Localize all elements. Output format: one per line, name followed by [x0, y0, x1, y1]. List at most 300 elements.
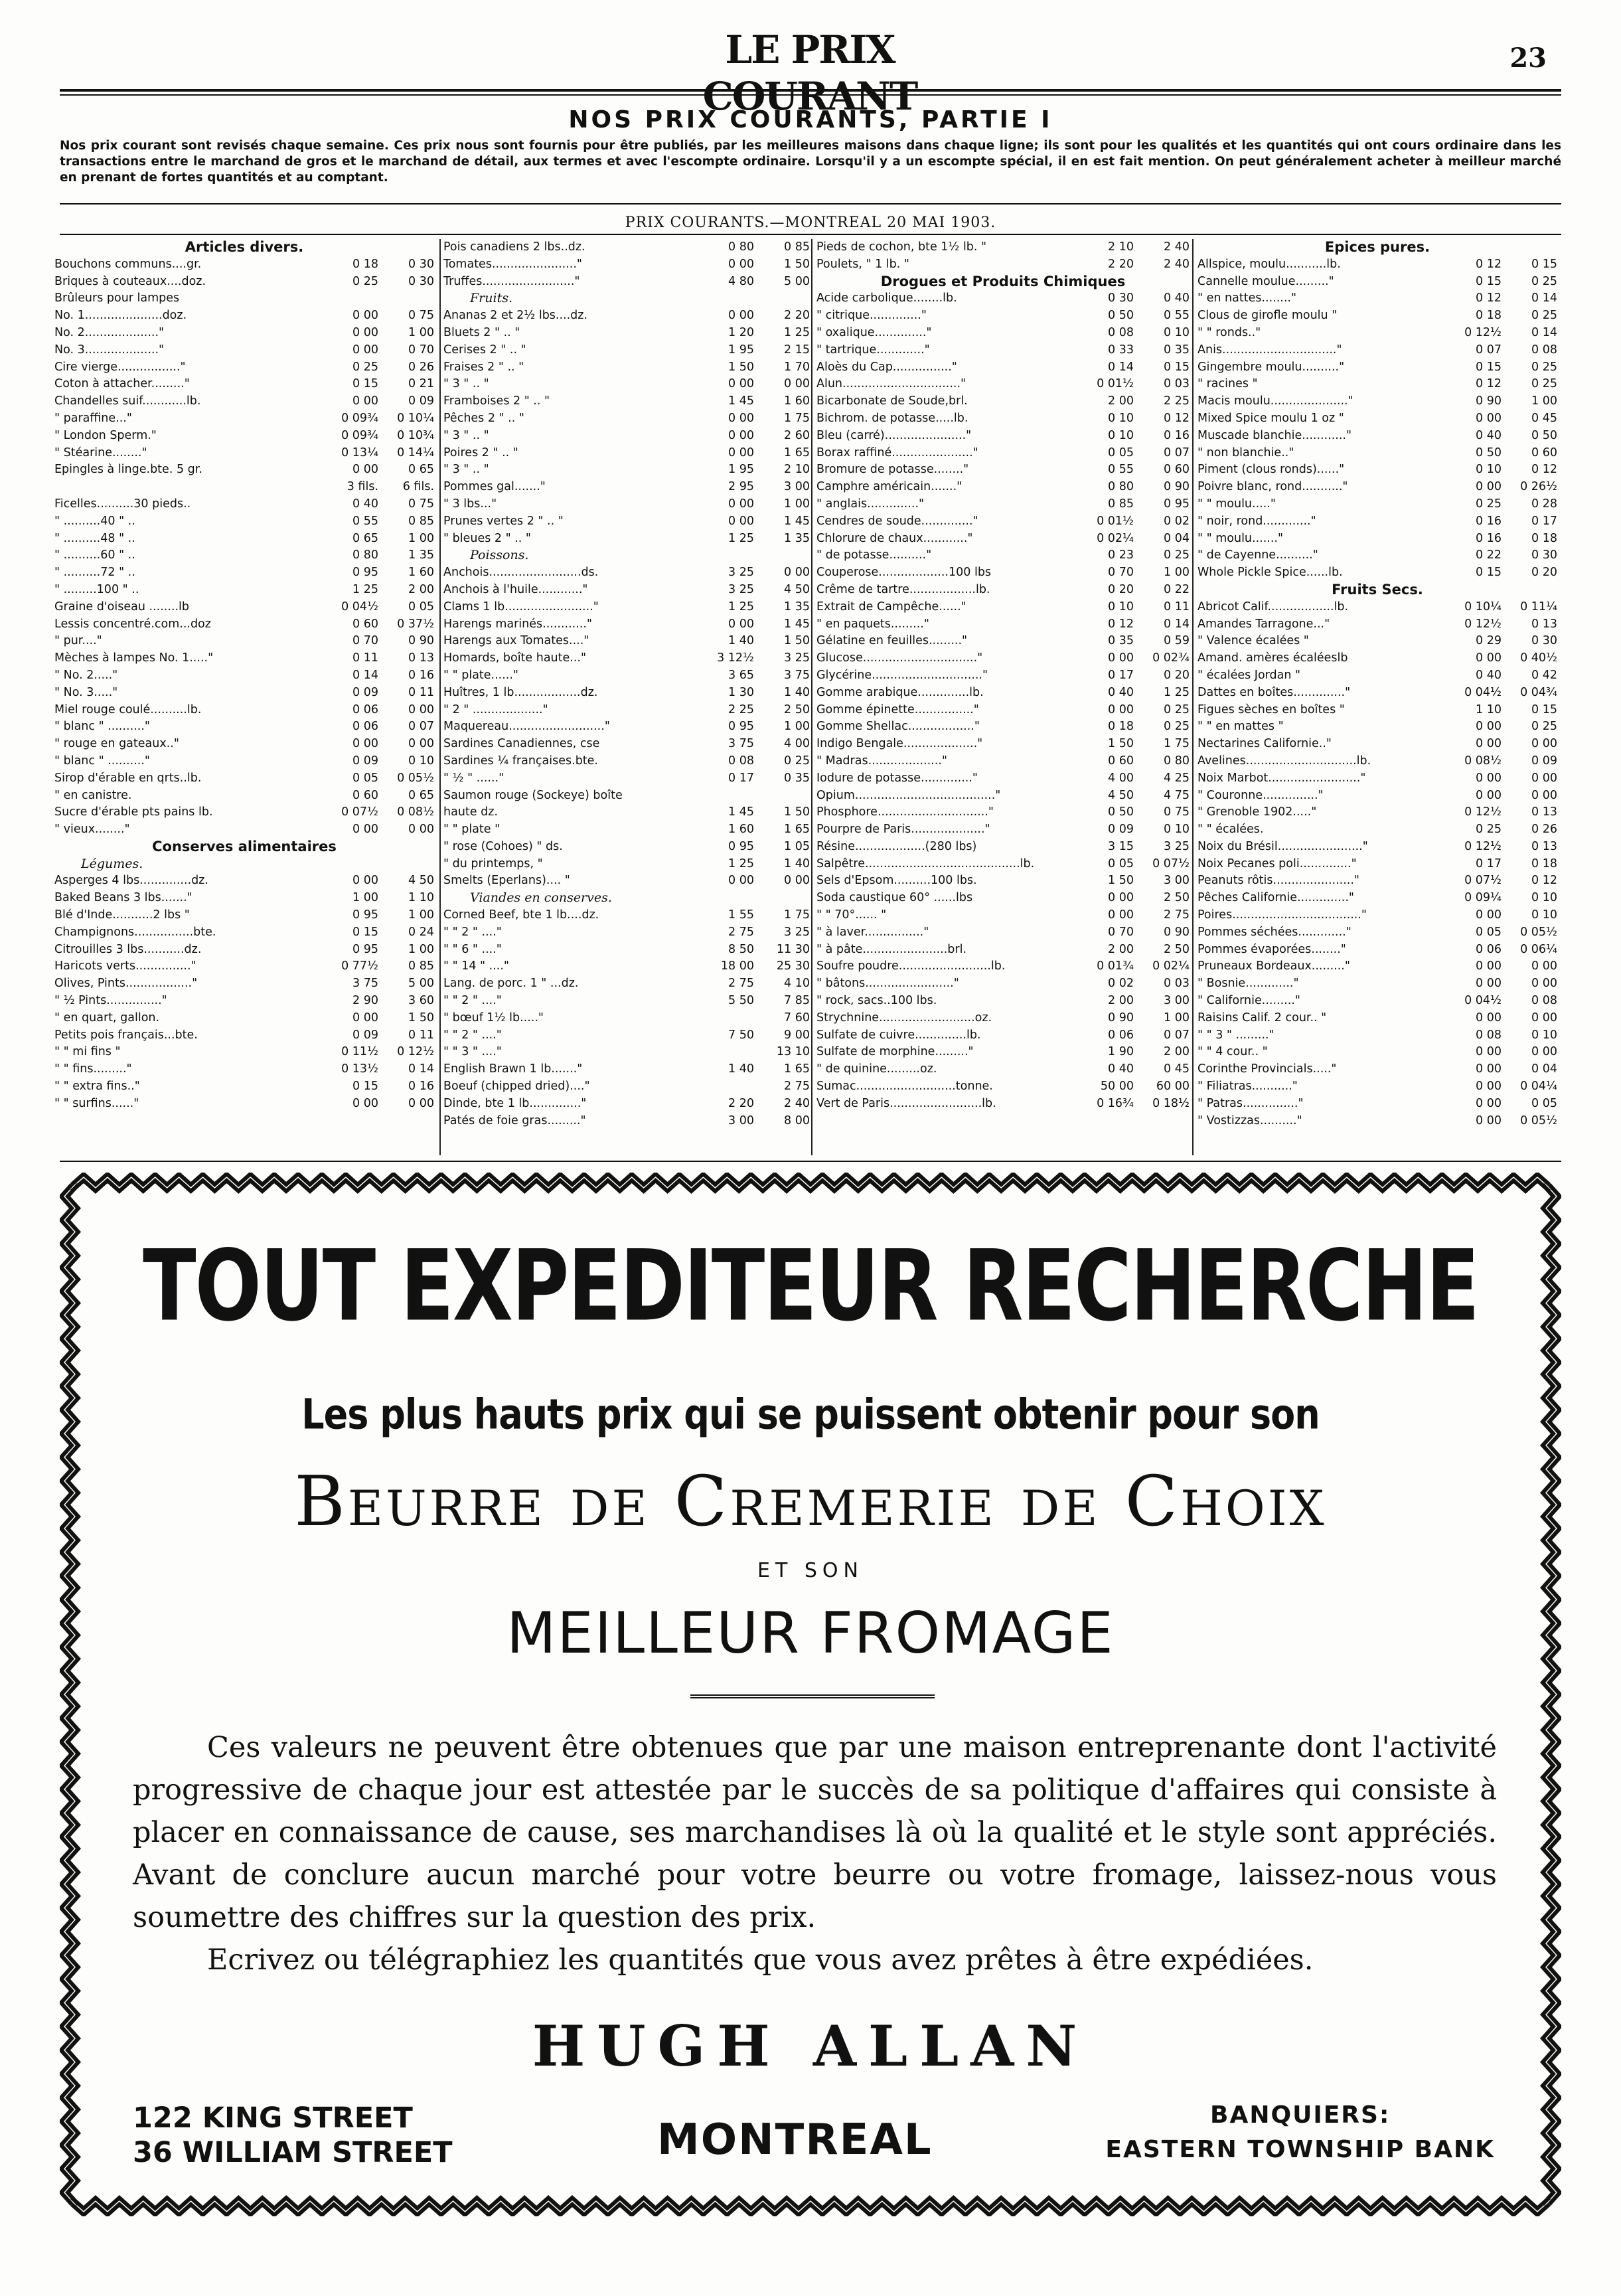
item-label: Saumon rouge (Sockeye) boîte [443, 788, 623, 802]
item-label: " non blanchie.." [1197, 446, 1294, 459]
price-high: 5 00 [784, 274, 810, 288]
price-low: 0 13¼ [341, 446, 378, 459]
price-low: 0 17 [1108, 668, 1134, 682]
item-label: " ..........48 " .. [54, 531, 135, 545]
price-columns [54, 239, 1557, 1155]
price-row [54, 890, 434, 907]
item-label: " Grenoble 1902....." [1197, 805, 1317, 819]
price-high: 0 14 [1164, 617, 1190, 631]
price-low: 0 15 [1476, 274, 1502, 288]
price-row [816, 770, 1190, 787]
price-high: 1 00 [784, 720, 810, 734]
price-high: 0 10¾ [397, 428, 434, 442]
price-high: 1 40 [784, 857, 810, 870]
price-high: 2 40 [1164, 257, 1190, 271]
item-label: Poires..................................." [1197, 908, 1367, 922]
price-high: 2 10 [784, 463, 810, 477]
price-low: 0 25 [352, 360, 378, 374]
price-row [54, 958, 434, 975]
price-low: 3 65 [728, 668, 754, 682]
item-label: Sardines ¼ françaises.bte. [443, 754, 598, 768]
price-low: 0 25 [1476, 497, 1502, 511]
price-row [54, 736, 434, 753]
price-high: 0 30 [1531, 548, 1557, 562]
price-row [816, 547, 1190, 564]
price-high: 1 60 [408, 566, 434, 580]
price-high: 0 25 [1531, 309, 1557, 323]
price-high: 0 07 [1164, 1028, 1190, 1042]
price-high: 2 40 [784, 1096, 810, 1110]
price-high: 0 75 [408, 309, 434, 323]
price-low: 0 95 [728, 720, 754, 734]
price-low: 8 50 [728, 942, 754, 956]
price-low: 0 40 [352, 497, 378, 511]
item-label: Clous de girofle moulu " [1197, 309, 1338, 323]
price-row [1197, 942, 1557, 959]
item-label: " anglais.............." [816, 497, 925, 511]
price-row [816, 531, 1190, 548]
price-low: 1 50 [1108, 874, 1134, 888]
price-high: 0 26½ [1520, 480, 1557, 494]
price-high: 25 30 [776, 959, 810, 973]
item-label: Epingles à linge.bte. 5 gr. [54, 463, 202, 477]
price-high: 3 00 [1164, 874, 1190, 888]
item-label: Gélatine en feuilles........." [816, 634, 968, 648]
item-label: " " 3 " ...." [443, 1045, 502, 1059]
item-label: " bâtons........................" [816, 977, 959, 991]
price-high: 0 04¼ [1520, 1080, 1557, 1094]
price-row [1197, 1044, 1557, 1061]
price-high: 0 14 [1531, 325, 1557, 339]
item-label: " " mi fins " [54, 1045, 121, 1059]
price-high: 0 00 [1531, 959, 1557, 973]
price-row [816, 839, 1190, 856]
item-label: Boeuf (chipped dried)...." [443, 1080, 590, 1094]
item-label: " tartrique............." [816, 343, 930, 357]
item-label: " bleues 2 " .. " [443, 531, 531, 545]
price-low: 0 00 [728, 874, 754, 888]
price-low: 0 95 [352, 566, 378, 580]
price-row [816, 599, 1190, 616]
item-label: Pois canadiens 2 lbs..dz. [443, 240, 585, 254]
item-label: Smelts (Eperlans).... " [443, 874, 570, 888]
price-high: 0 12 [1531, 463, 1557, 477]
item-label: Bicarbonate de Soude,brl. [816, 394, 968, 408]
price-high: 1 35 [784, 531, 810, 545]
item-label: " " ronds.." [1197, 325, 1261, 339]
price-low: 0 85 [1108, 497, 1134, 511]
dateline: PRIX COURANTS.—MONTREAL 20 MAI 1903. [625, 214, 996, 231]
price-low: 0 60 [1108, 754, 1134, 768]
item-label: Aloès du Cap................" [816, 360, 957, 374]
price-row [443, 376, 810, 393]
price-low: 0 00 [1476, 1113, 1502, 1127]
price-high: 0 25 [1164, 720, 1190, 734]
item-label: Pêches Californie.............." [1197, 891, 1354, 905]
price-row [54, 256, 434, 274]
item-label: Truffes........................." [443, 274, 580, 288]
price-row [443, 1096, 810, 1113]
price-low: 2 95 [728, 480, 754, 494]
price-row [816, 667, 1190, 685]
price-row [54, 479, 434, 496]
item-label: Lessis concentré.com...doz [54, 617, 211, 631]
ad-subtitle: Les plus hauts prix qui se puissent obtenir pour son [301, 1390, 1320, 1439]
item-label: " " 2 " ...." [443, 1028, 502, 1042]
subcategory-heading: Viandes en conserves. [470, 890, 612, 906]
item-label: " No. 3....." [54, 685, 118, 699]
ad-bank-label: BANQUIERS: [1210, 2101, 1391, 2129]
price-high: 0 37½ [397, 617, 434, 631]
item-label: Asperges 4 lbs..............dz. [54, 874, 208, 888]
price-high: 0 11 [408, 1028, 434, 1042]
price-low: 2 10 [1108, 240, 1134, 254]
price-high: 0 45 [1164, 1062, 1190, 1076]
price-high: 0 04 [1164, 531, 1190, 545]
price-row [1197, 479, 1557, 496]
price-low: 0 50 [1108, 805, 1134, 819]
price-row [54, 787, 434, 805]
price-row [816, 1010, 1190, 1027]
price-row [54, 274, 434, 291]
price-row [54, 428, 434, 445]
item-label: " citrique.............." [816, 309, 927, 323]
item-label: Homards, boîte haute..." [443, 651, 587, 665]
price-low: 0 70 [1108, 925, 1134, 939]
price-high: 1 00 [1531, 394, 1557, 408]
price-row [816, 445, 1190, 462]
price-column-2 [443, 239, 810, 1155]
price-high: 0 10 [1531, 908, 1557, 922]
price-high: 0 00 [1531, 788, 1557, 802]
item-label: " de quinine.........oz. [816, 1062, 937, 1076]
price-low: 0 08 [1476, 1028, 1502, 1042]
price-high: 0 25 [784, 754, 810, 768]
price-high: 0 24 [408, 925, 434, 939]
price-high: 0 35 [1164, 343, 1190, 357]
price-low: 3 fils. [347, 480, 378, 494]
price-low: 0 06 [352, 702, 378, 716]
item-label: Allspice, moulu...........lb. [1197, 257, 1341, 271]
price-high: 3 25 [784, 925, 810, 939]
price-row [1197, 907, 1557, 924]
price-low: 3 75 [728, 737, 754, 751]
price-low: 0 95 [352, 908, 378, 922]
price-row [816, 924, 1190, 942]
price-high: 9 00 [784, 1028, 810, 1042]
price-high: 0 30 [1531, 634, 1557, 648]
price-row [1197, 290, 1557, 307]
price-high: 0 25 [1531, 377, 1557, 391]
item-label: Ananas 2 et 2½ lbs....dz. [443, 309, 588, 323]
item-label: Harengs aux Tomates...." [443, 634, 589, 648]
item-label: " " 2 " ...." [443, 925, 502, 939]
price-high: 11 30 [776, 942, 810, 956]
item-label: Pommes gal......." [443, 480, 546, 494]
price-low: 0 18 [352, 257, 378, 271]
price-high: 0 14 [408, 1062, 434, 1076]
price-high: 0 42 [1531, 668, 1557, 682]
price-row [54, 393, 434, 410]
price-low: 0 02¼ [1097, 531, 1134, 545]
price-low: 1 40 [728, 634, 754, 648]
price-high: 1 25 [1164, 685, 1190, 699]
price-low: 0 40 [1108, 685, 1134, 699]
item-label: Amand. amères écaléeslb [1197, 651, 1348, 665]
item-label: Citrouilles 3 lbs...........dz. [54, 942, 202, 956]
price-low: 1 95 [728, 463, 754, 477]
price-low: 0 14 [352, 668, 378, 682]
price-low: 1 20 [728, 325, 754, 339]
item-label: " " 14 " ...." [443, 959, 509, 973]
price-row [443, 274, 810, 291]
price-row [816, 428, 1190, 445]
price-low: 0 16 [1476, 514, 1502, 528]
item-label: " à laver................" [816, 925, 929, 939]
price-row [816, 942, 1190, 959]
top-rule [60, 89, 1561, 92]
price-high: 0 85 [408, 514, 434, 528]
item-label: " " moulu....." [1197, 497, 1276, 511]
item-label: Sulfate de cuivre..............lb. [816, 1028, 981, 1042]
price-high: 0 08 [1531, 994, 1557, 1008]
item-label: " " écalées. [1197, 823, 1264, 837]
price-high: 0 30 [408, 257, 434, 271]
masthead-logo: LE PRIX COURANT [702, 27, 917, 119]
item-label: Sels d'Epsom..........100 lbs. [816, 874, 977, 888]
item-label: Couperose...................100 lbs [816, 566, 992, 580]
price-row [54, 942, 434, 959]
price-row [1197, 325, 1557, 342]
price-low: 1 00 [352, 891, 378, 905]
item-label: Harengs marinés............" [443, 617, 592, 631]
price-low: 0 00 [1108, 651, 1134, 665]
price-high: 1 00 [1164, 1011, 1190, 1025]
price-row [443, 531, 810, 548]
price-high: 0 05½ [1520, 1113, 1557, 1127]
item-label: " écalées Jordan " [1197, 668, 1301, 682]
price-low: 0 06 [1108, 1028, 1134, 1042]
price-low: 5 50 [728, 994, 754, 1008]
price-high: 0 09 [408, 394, 434, 408]
price-low: 0 00 [1476, 1080, 1502, 1094]
subcategory-heading: Poissons. [470, 548, 529, 563]
item-label: Pommes évaporées........" [1197, 942, 1346, 956]
price-high: 0 00 [784, 566, 810, 580]
price-row [54, 1010, 434, 1027]
price-high: 1 35 [784, 600, 810, 614]
price-row [54, 804, 434, 821]
item-label: No. 2...................." [54, 325, 165, 339]
item-label: Iodure de potasse.............." [816, 771, 978, 785]
price-row [816, 496, 1190, 513]
item-label: Avelines..............................lb. [1197, 754, 1371, 768]
price-low: 0 00 [728, 497, 754, 511]
item-label: Graine d'oiseau ........lb [54, 600, 189, 614]
price-low: 3 00 [728, 1113, 754, 1127]
price-row [443, 461, 810, 479]
price-high: 0 12 [1164, 411, 1190, 425]
price-high: 1 00 [1164, 566, 1190, 580]
price-high: 0 35 [784, 771, 810, 785]
price-row [1197, 616, 1557, 633]
item-label: Crême de tartre..................lb. [816, 582, 990, 596]
item-label: Indigo Bengale...................." [816, 737, 983, 751]
price-low: 50 00 [1100, 1080, 1134, 1094]
price-row [1197, 633, 1557, 650]
price-high: 0 30 [408, 274, 434, 288]
price-high: 0 85 [784, 240, 810, 254]
price-high: 0 07 [408, 720, 434, 734]
price-row [443, 770, 810, 787]
price-row [443, 599, 810, 616]
item-label: Abricot Calif..................lb. [1197, 600, 1349, 614]
price-high: 0 00 [408, 702, 434, 716]
price-high: 0 05½ [1520, 925, 1557, 939]
ad-bank-name: EASTERN TOWNSHIP BANK [1105, 2136, 1495, 2163]
price-low: 0 09 [1108, 823, 1134, 837]
item-label: Cire vierge................." [54, 360, 186, 374]
price-row [443, 239, 810, 256]
price-row [816, 702, 1190, 719]
item-label: Framboises 2 " .. " [443, 394, 550, 408]
item-label: Olives, Pints.................." [54, 977, 198, 991]
price-row [816, 753, 1190, 770]
item-label: Coton à attacher........." [54, 377, 190, 391]
item-label: Strychnine..........................oz. [816, 1011, 992, 1025]
item-label: Haricots verts..............." [54, 959, 196, 973]
item-label: Noix Marbot........................." [1197, 771, 1366, 785]
price-low: 0 35 [1108, 634, 1134, 648]
item-label: " du printemps, " [443, 857, 543, 870]
price-high: 0 26 [408, 360, 434, 374]
price-row [443, 856, 810, 873]
price-row [54, 924, 434, 942]
price-row [443, 342, 810, 359]
item-label: Corned Beef, bte 1 lb....dz. [443, 908, 599, 922]
item-label: " paraffine..." [54, 411, 132, 425]
price-high: 2 50 [1164, 942, 1190, 956]
price-high: 0 11 [1164, 600, 1190, 614]
price-row [1197, 342, 1557, 359]
item-label: Bleu (carré)......................" [816, 428, 972, 442]
item-label: Bluets 2 " .. " [443, 325, 520, 339]
item-label: Poivre blanc, rond..........." [1197, 480, 1348, 494]
item-label: Corinthe Provincials....." [1197, 1062, 1337, 1076]
price-row [54, 513, 434, 531]
item-label: Poulets, " 1 lb. " [816, 257, 909, 271]
price-high: 1 00 [784, 497, 810, 511]
price-row [1197, 804, 1557, 821]
price-row [54, 461, 434, 479]
price-low: 0 33 [1108, 343, 1134, 357]
price-row [1197, 307, 1557, 325]
item-label: Macis moulu....................." [1197, 394, 1353, 408]
price-row [54, 496, 434, 513]
price-row [1197, 993, 1557, 1010]
price-row [816, 582, 1190, 599]
price-high: 2 20 [784, 309, 810, 323]
price-high: 0 65 [408, 463, 434, 477]
price-low: 0 60 [352, 617, 378, 631]
price-low: 2 00 [1108, 942, 1134, 956]
item-label: " " en mattes " [1197, 720, 1284, 734]
price-low: 0 05 [352, 771, 378, 785]
price-row [816, 410, 1190, 428]
dateline-rule [60, 234, 1561, 235]
category-heading: Fruits Secs. [1332, 581, 1423, 598]
price-row [443, 393, 810, 410]
price-row [443, 633, 810, 650]
price-low: 0 25 [1476, 823, 1502, 837]
price-row [443, 307, 810, 325]
price-high: 4 50 [784, 582, 810, 596]
ad-et-son: ET SON [757, 1559, 864, 1582]
price-row [816, 633, 1190, 650]
price-low: 1 10 [1476, 702, 1502, 716]
price-high: 0 10¼ [397, 411, 434, 425]
price-row [1197, 702, 1557, 719]
price-low: 0 00 [352, 394, 378, 408]
price-row [443, 924, 810, 942]
price-row [816, 804, 1190, 821]
price-high: 0 50 [1531, 428, 1557, 442]
item-label: " oxalique.............." [816, 325, 932, 339]
price-high: 0 75 [408, 497, 434, 511]
price-low: 0 16¾ [1097, 1096, 1134, 1110]
item-label: " en paquets........." [816, 617, 929, 631]
item-label: Prunes vertes 2 " .. " [443, 514, 564, 528]
price-low: 2 75 [728, 977, 754, 991]
price-row [443, 702, 810, 719]
price-row [816, 1061, 1190, 1078]
ad-bank [1105, 2098, 1495, 2167]
item-label: Résine...................(280 lbs) [816, 839, 977, 853]
item-label: Anis..............................." [1197, 343, 1342, 357]
item-label: Petits pois français...bte. [54, 1028, 198, 1042]
price-high: 60 00 [1156, 1080, 1190, 1094]
price-low: 0 15 [352, 377, 378, 391]
price-low: 0 00 [1476, 1011, 1502, 1025]
price-high: 0 13 [1531, 805, 1557, 819]
price-low: 0 12 [1476, 257, 1502, 271]
price-high: 0 59 [1164, 634, 1190, 648]
price-row [816, 975, 1190, 993]
item-label: Sulfate de morphine........." [816, 1045, 974, 1059]
price-low: 0 00 [1476, 411, 1502, 425]
item-label: " " plate " [443, 823, 501, 837]
price-row [816, 1044, 1190, 1061]
item-label: Chlorure de chaux............" [816, 531, 973, 545]
item-label: Bichrom. de potasse.....lb. [816, 411, 968, 425]
item-label: Acide carbolique........lb. [816, 291, 957, 305]
ad-title: TOUT EXPEDITEUR RECHERCHE [143, 1228, 1478, 1343]
item-label [54, 479, 328, 496]
price-high: 0 02¼ [1152, 959, 1190, 973]
item-label: Gomme arabique..............lb. [816, 685, 984, 699]
price-high: 1 45 [784, 617, 810, 631]
price-row [1197, 924, 1557, 942]
price-row [54, 531, 434, 548]
price-row [1197, 531, 1557, 548]
price-row [816, 650, 1190, 667]
price-row [443, 872, 810, 890]
price-low: 0 10 [1108, 428, 1134, 442]
intro-paragraph: Nos prix courant sont revisés chaque semaine. Ces prix nous sont fournis pour être publiés, par les meilleures maisons dans chaque ligne; ils sont pour les qualités et les quantités qui ont cours ordinaire dans les transactions entre le marchand de gros et le marchand de détail, aux termes et avec l'escompte ordinaire. Lorsqu'il y a un escompte spécial, il en est fait mention. On peut généralement acheter à meilleur marché en prenant de fortes quantités et au comptant. [60, 139, 1561, 185]
price-high: 0 00 [784, 377, 810, 391]
price-row [816, 993, 1190, 1010]
price-high: 0 08½ [397, 805, 434, 819]
